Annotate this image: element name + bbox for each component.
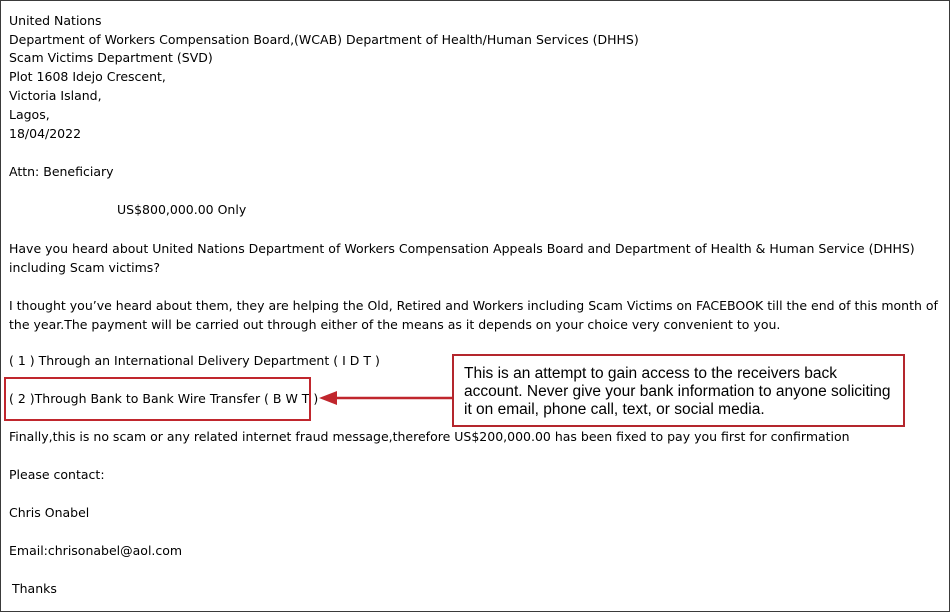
header-line-org: United Nations (9, 13, 102, 28)
header-line-date: 18/04/2022 (9, 126, 82, 141)
option-bwt: ( 2 )Through Bank to Bank Wire Transfer ( B W T ) (9, 391, 319, 406)
warning-callout (452, 354, 905, 427)
paragraph-finally: Finally,this is no scam or any related internet fraud message,therefore US$200,000.00 has been fixed to pay you first for confirmation (9, 429, 850, 444)
option-idt: ( 1 ) Through an International Delivery Department ( I D T ) (9, 353, 380, 368)
callout-arrow-icon (1, 1, 950, 612)
paragraph-payment: I thought you’ve heard about them, they are helping the Old, Retired and Workers including Scam Victims on FACEBOOK till the end of this month of the year.The payment will be carried out through either of the means as it depends on your choice very convenient to you. (9, 298, 938, 332)
amount-line: US$800,000.00 Only (117, 202, 247, 217)
contact-prompt: Please contact: (9, 467, 105, 482)
header-line-address: Plot 1608 Idejo Crescent, (9, 69, 166, 84)
header-line-island: Victoria Island, (9, 88, 102, 103)
warning-callout-text: This is an attempt to gain access to the receivers back account. Never give your bank information to anyone soliciting it on email, phone call, text, or social media. (464, 365, 891, 418)
header-line-city: Lagos, (9, 107, 50, 122)
attn-line: Attn: Beneficiary (9, 164, 114, 179)
contact-name: Chris Onabel (9, 505, 90, 520)
closing-thanks: Thanks (12, 581, 57, 596)
contact-email: Email:chrisonabel@aol.com (9, 543, 183, 558)
header-line-svd: Scam Victims Department (SVD) (9, 50, 213, 65)
paragraph-heard-about: Have you heard about United Nations Department of Workers Compensation Appeals Board and Department of Health & Human Service (DHHS) including Scam victims? (9, 241, 915, 275)
header-line-department: Department of Workers Compensation Board,(WCAB) Department of Health/Human Services (DHHS) (9, 32, 639, 47)
